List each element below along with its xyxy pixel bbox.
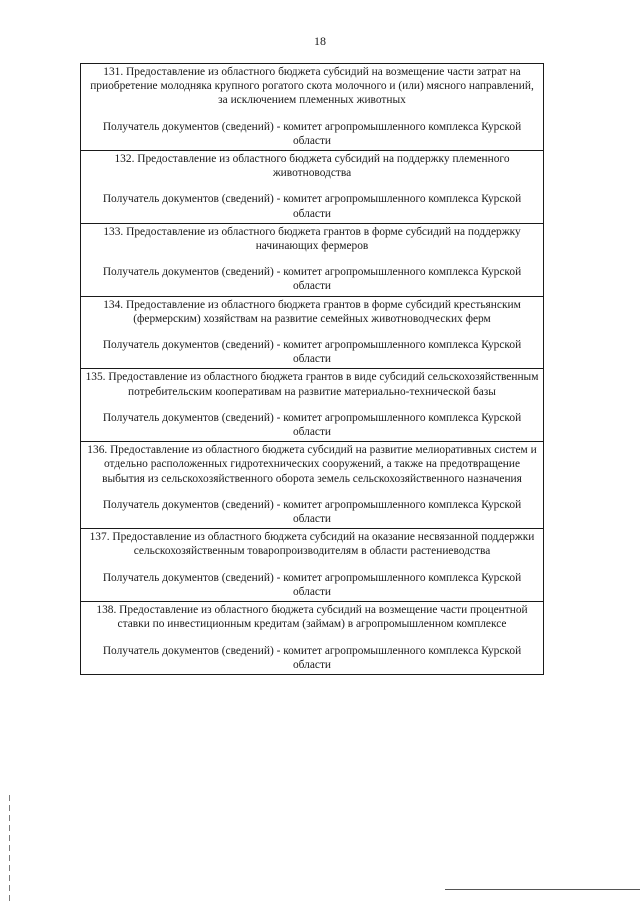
scan-margin-line (9, 795, 10, 905)
service-title: 136. Предоставление из областного бюджета субсидий на развитие мелиоративных систем и отдельно расположенных гидротехнических сооружений, а также на предотвращение выбытия из сельскохозяйственного оборота земель сельскохозяйственного назначения (87, 444, 537, 485)
table-row (81, 442, 543, 529)
recipient-text: Получатель документов (сведений) - комитет агропромышленного комплекса Курской области (102, 498, 522, 526)
recipient-text: Получатель документов (сведений) - комитет агропромышленного комплекса Курской области (102, 411, 522, 439)
recipient-text: Получатель документов (сведений) - комитет агропромышленного комплекса Курской области (102, 644, 522, 671)
table-row (81, 151, 543, 224)
table-row (81, 224, 543, 297)
scan-bottom-line (445, 889, 640, 890)
recipient-text: Получатель документов (сведений) - комитет агропромышленного комплекса Курской области (102, 339, 522, 366)
service-title: 131. Предоставление из областного бюджета субсидий на возмещение части затрат на приобретение молодняка крупного рогатого скота молочного и (или) мясного направлений, за исключением племенных животных (90, 66, 534, 107)
table-row (81, 64, 543, 151)
recipient-text: Получатель документов (сведений) - комитет агропромышленного комплекса Курской области (102, 571, 522, 598)
service-title: 133. Предоставление из областного бюджета грантов в форме субсидий на поддержку начинающих фермеров (103, 225, 521, 253)
table-row (81, 369, 543, 442)
services-table (80, 63, 544, 675)
recipient-text: Получатель документов (сведений) - комитет агропромышленного комплекса Курской области (102, 266, 522, 293)
service-title: 132. Предоставление из областного бюджета субсидий на поддержку племенного животноводства (114, 153, 510, 180)
table-row (81, 297, 543, 370)
service-title: 135. Предоставление из областного бюджета грантов в виде субсидий сельскохозяйственным потребительским кооперативам на развитие материально-технической базы (85, 371, 539, 398)
table-row (81, 529, 543, 602)
service-title: 134. Предоставление из областного бюджета грантов в форме субсидий крестьянским (фермерским) хозяйствам на развитие семейных животноводческих ферм (103, 298, 521, 325)
service-title: 138. Предоставление из областного бюджета субсидий на возмещение части процентной ставки по инвестиционным кредитам (займам) в агропромышленном комплексе (96, 604, 528, 631)
recipient-text: Получатель документов (сведений) - комитет агропромышленного комплекса Курской области (102, 120, 522, 147)
recipient-text: Получатель документов (сведений) - комитет агропромышленного комплекса Курской области (102, 193, 522, 220)
page-number: 18 (314, 34, 326, 48)
table-row (81, 602, 543, 674)
service-title: 137. Предоставление из областного бюджета субсидий на оказание несвязанной поддержки сельскохозяйственным товаропроизводителям в области растениеводства (89, 531, 535, 558)
